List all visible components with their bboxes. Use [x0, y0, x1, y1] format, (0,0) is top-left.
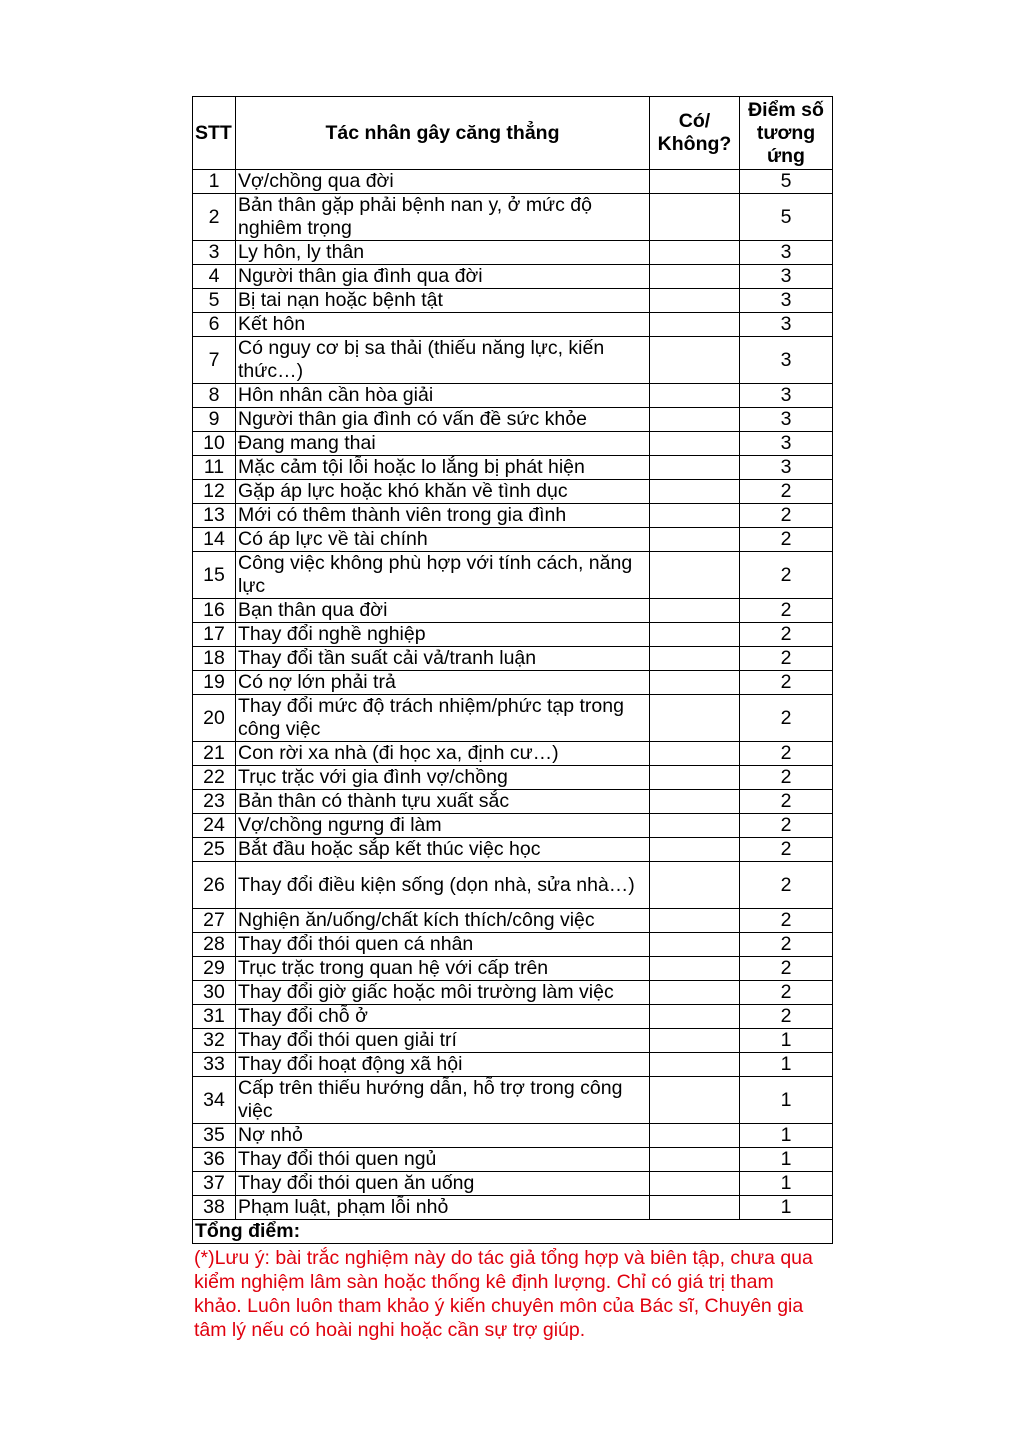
- row-number: 26: [193, 862, 236, 909]
- row-yes-no-cell[interactable]: [650, 814, 740, 838]
- table-row: [193, 623, 833, 647]
- row-points: 1: [740, 1148, 833, 1172]
- row-points: 3: [740, 456, 833, 480]
- row-yes-no-cell[interactable]: [650, 981, 740, 1005]
- disclaimer-note: (*)Lưu ý: bài trắc nghiệm này do tác giả tổng hợp và biên tập, chưa qua kiểm nghiệm lâm sàn hoặc thống kê định lượng. Chỉ có giá trị tham khảo. Luôn luôn tham khảo ý kiến chuyên môn của Bác sĩ, Chuyên gia tâm lý nếu có hoài nghi hoặc cần sự trợ giúp.: [194, 1247, 813, 1341]
- row-points: 2: [740, 838, 833, 862]
- row-factor: Thay đổi giờ giấc hoặc môi trường làm việc: [236, 981, 650, 1005]
- row-number: 28: [193, 933, 236, 957]
- row-yes-no-cell[interactable]: [650, 862, 740, 909]
- table-row: [193, 862, 833, 909]
- row-number: 36: [193, 1148, 236, 1172]
- row-factor: Ly hôn, ly thân: [236, 241, 650, 265]
- row-factor: Người thân gia đình qua đời: [236, 265, 650, 289]
- row-points: 1: [740, 1029, 833, 1053]
- table-row: [193, 957, 833, 981]
- row-factor: Phạm luật, phạm lỗi nhỏ: [236, 1196, 650, 1220]
- row-yes-no-cell[interactable]: [650, 504, 740, 528]
- row-points: 5: [740, 170, 833, 194]
- table-row: [193, 456, 833, 480]
- table-row: [193, 337, 833, 384]
- row-points: 1: [740, 1124, 833, 1148]
- row-points: 3: [740, 265, 833, 289]
- row-factor: Bị tai nạn hoặc bệnh tật: [236, 289, 650, 313]
- row-points: 2: [740, 671, 833, 695]
- row-number: 2: [193, 194, 236, 241]
- row-factor: Thay đổi thói quen giải trí: [236, 1029, 650, 1053]
- row-yes-no-cell[interactable]: [650, 408, 740, 432]
- row-number: 12: [193, 480, 236, 504]
- row-factor: Thay đổi nghề nghiệp: [236, 623, 650, 647]
- table-row: [193, 1172, 833, 1196]
- row-number: 8: [193, 384, 236, 408]
- row-points: 3: [740, 384, 833, 408]
- row-number: 9: [193, 408, 236, 432]
- row-yes-no-cell[interactable]: [650, 528, 740, 552]
- row-number: 25: [193, 838, 236, 862]
- table-row: [193, 1148, 833, 1172]
- row-number: 31: [193, 1005, 236, 1029]
- row-yes-no-cell[interactable]: [650, 265, 740, 289]
- row-yes-no-cell[interactable]: [650, 599, 740, 623]
- row-factor: Mới có thêm thành viên trong gia đình: [236, 504, 650, 528]
- row-number: 13: [193, 504, 236, 528]
- row-yes-no-cell[interactable]: [650, 933, 740, 957]
- table-row: [193, 384, 833, 408]
- row-points: 2: [740, 742, 833, 766]
- row-number: 6: [193, 313, 236, 337]
- row-factor: Hôn nhân cần hòa giải: [236, 384, 650, 408]
- row-yes-no-cell[interactable]: [650, 1005, 740, 1029]
- row-factor: Thay đổi chỗ ở: [236, 1005, 650, 1029]
- row-points: 2: [740, 814, 833, 838]
- row-factor: Người thân gia đình có vấn đề sức khỏe: [236, 408, 650, 432]
- row-points: 3: [740, 313, 833, 337]
- table-header-row: [193, 97, 833, 170]
- row-factor: Con rời xa nhà (đi học xa, định cư…): [236, 742, 650, 766]
- row-points: 2: [740, 957, 833, 981]
- row-number: 18: [193, 647, 236, 671]
- row-points: 2: [740, 933, 833, 957]
- table-row: [193, 1124, 833, 1148]
- table-row: [193, 814, 833, 838]
- row-factor: Trục trặc với gia đình vợ/chồng: [236, 766, 650, 790]
- row-factor: Thay đổi tần suất cải vả/tranh luận: [236, 647, 650, 671]
- table-row: [193, 599, 833, 623]
- row-factor: Bản thân gặp phải bệnh nan y, ở mức độ nghiêm trọng: [236, 194, 650, 241]
- stress-factor-table: [192, 96, 833, 1244]
- row-number: 38: [193, 1196, 236, 1220]
- row-yes-no-cell[interactable]: [650, 480, 740, 504]
- table-row: [193, 504, 833, 528]
- table-row: [193, 671, 833, 695]
- table-row: [193, 408, 833, 432]
- row-number: 17: [193, 623, 236, 647]
- header-points: Điểm số tương ứng: [740, 97, 833, 170]
- row-number: 4: [193, 265, 236, 289]
- row-points: 2: [740, 528, 833, 552]
- row-number: 1: [193, 170, 236, 194]
- row-factor: Có áp lực về tài chính: [236, 528, 650, 552]
- row-yes-no-cell[interactable]: [650, 742, 740, 766]
- row-yes-no-cell[interactable]: [650, 170, 740, 194]
- row-number: 15: [193, 552, 236, 599]
- row-yes-no-cell[interactable]: [650, 337, 740, 384]
- row-points: 3: [740, 241, 833, 265]
- table-row: [193, 265, 833, 289]
- row-factor: Thay đổi hoạt động xã hội: [236, 1053, 650, 1077]
- row-yes-no-cell[interactable]: [650, 313, 740, 337]
- row-points: 1: [740, 1172, 833, 1196]
- row-number: 37: [193, 1172, 236, 1196]
- row-number: 21: [193, 742, 236, 766]
- row-factor: Bạn thân qua đời: [236, 599, 650, 623]
- row-yes-no-cell[interactable]: [650, 432, 740, 456]
- total-row: [193, 1220, 833, 1244]
- row-number: 19: [193, 671, 236, 695]
- row-number: 7: [193, 337, 236, 384]
- row-factor: Bắt đầu hoặc sắp kết thúc việc học: [236, 838, 650, 862]
- total-label: Tổng điểm:: [193, 1220, 833, 1244]
- row-points: 2: [740, 695, 833, 742]
- table-row: [193, 909, 833, 933]
- document-page: [192, 96, 832, 1342]
- row-points: 1: [740, 1196, 833, 1220]
- row-yes-no-cell[interactable]: [650, 1077, 740, 1124]
- row-points: 2: [740, 480, 833, 504]
- row-number: 14: [193, 528, 236, 552]
- table-row: [193, 933, 833, 957]
- row-points: 2: [740, 862, 833, 909]
- row-yes-no-cell[interactable]: [650, 766, 740, 790]
- row-number: 33: [193, 1053, 236, 1077]
- table-row: [193, 289, 833, 313]
- header-factor: Tác nhân gây căng thẳng: [236, 97, 650, 170]
- row-points: 2: [740, 1005, 833, 1029]
- row-yes-no-cell[interactable]: [650, 671, 740, 695]
- table-row: [193, 1005, 833, 1029]
- table-row: [193, 1077, 833, 1124]
- table-row: [193, 170, 833, 194]
- row-points: 5: [740, 194, 833, 241]
- row-points: 2: [740, 766, 833, 790]
- row-factor: Nghiện ăn/uống/chất kích thích/công việc: [236, 909, 650, 933]
- row-factor: Thay đổi mức độ trách nhiệm/phức tạp trong công việc: [236, 695, 650, 742]
- row-yes-no-cell[interactable]: [650, 957, 740, 981]
- table-row: [193, 528, 833, 552]
- row-yes-no-cell[interactable]: [650, 623, 740, 647]
- row-number: 23: [193, 790, 236, 814]
- row-factor: Có nợ lớn phải trả: [236, 671, 650, 695]
- row-factor: Nợ nhỏ: [236, 1124, 650, 1148]
- row-yes-no-cell[interactable]: [650, 1196, 740, 1220]
- row-yes-no-cell[interactable]: [650, 241, 740, 265]
- row-number: 22: [193, 766, 236, 790]
- row-yes-no-cell[interactable]: [650, 1172, 740, 1196]
- row-number: 35: [193, 1124, 236, 1148]
- row-points: 2: [740, 981, 833, 1005]
- row-number: 29: [193, 957, 236, 981]
- row-points: 2: [740, 599, 833, 623]
- table-row: [193, 981, 833, 1005]
- row-yes-no-cell[interactable]: [650, 194, 740, 241]
- table-row: [193, 647, 833, 671]
- row-yes-no-cell[interactable]: [650, 1029, 740, 1053]
- row-points: 1: [740, 1077, 833, 1124]
- row-points: 3: [740, 432, 833, 456]
- row-number: 5: [193, 289, 236, 313]
- table-row: [193, 766, 833, 790]
- row-factor: Thay đổi thói quen ngủ: [236, 1148, 650, 1172]
- row-number: 16: [193, 599, 236, 623]
- table-row: [193, 742, 833, 766]
- row-yes-no-cell[interactable]: [650, 289, 740, 313]
- row-points: 2: [740, 623, 833, 647]
- row-number: 34: [193, 1077, 236, 1124]
- header-yes-no: Có/ Không?: [650, 97, 740, 170]
- table-row: [193, 194, 833, 241]
- row-factor: Thay đổi điều kiện sống (dọn nhà, sửa nhà…): [236, 862, 650, 909]
- row-points: 2: [740, 504, 833, 528]
- table-row: [193, 790, 833, 814]
- row-number: 30: [193, 981, 236, 1005]
- row-factor: Vợ/chồng qua đời: [236, 170, 650, 194]
- table-row: [193, 1196, 833, 1220]
- row-yes-no-cell[interactable]: [650, 384, 740, 408]
- row-points: 3: [740, 289, 833, 313]
- row-factor: Vợ/chồng ngưng đi làm: [236, 814, 650, 838]
- row-factor: Kết hôn: [236, 313, 650, 337]
- row-factor: Mặc cảm tội lỗi hoặc lo lắng bị phát hiện: [236, 456, 650, 480]
- row-number: 20: [193, 695, 236, 742]
- row-points: 3: [740, 408, 833, 432]
- row-yes-no-cell[interactable]: [650, 909, 740, 933]
- row-points: 2: [740, 647, 833, 671]
- row-yes-no-cell[interactable]: [650, 790, 740, 814]
- table-row: [193, 838, 833, 862]
- header-stt: STT: [193, 97, 236, 170]
- row-factor: Bản thân có thành tựu xuất sắc: [236, 790, 650, 814]
- row-points: 3: [740, 337, 833, 384]
- row-yes-no-cell[interactable]: [650, 1124, 740, 1148]
- row-factor: Công việc không phù hợp với tính cách, năng lực: [236, 552, 650, 599]
- row-number: 24: [193, 814, 236, 838]
- row-yes-no-cell[interactable]: [650, 1053, 740, 1077]
- table-row: [193, 1029, 833, 1053]
- row-yes-no-cell[interactable]: [650, 838, 740, 862]
- row-number: 32: [193, 1029, 236, 1053]
- row-points: 1: [740, 1053, 833, 1077]
- row-yes-no-cell[interactable]: [650, 456, 740, 480]
- row-yes-no-cell[interactable]: [650, 695, 740, 742]
- table-row: [193, 695, 833, 742]
- table-row: [193, 552, 833, 599]
- row-yes-no-cell[interactable]: [650, 1148, 740, 1172]
- row-points: 2: [740, 790, 833, 814]
- row-factor: Cấp trên thiếu hướng dẫn, hỗ trợ trong công việc: [236, 1077, 650, 1124]
- row-number: 27: [193, 909, 236, 933]
- row-points: 2: [740, 909, 833, 933]
- table-row: [193, 432, 833, 456]
- table-row: [193, 241, 833, 265]
- row-factor: Thay đổi thói quen cá nhân: [236, 933, 650, 957]
- row-number: 3: [193, 241, 236, 265]
- table-row: [193, 313, 833, 337]
- row-factor: Gặp áp lực hoặc khó khăn về tình dục: [236, 480, 650, 504]
- row-yes-no-cell[interactable]: [650, 647, 740, 671]
- table-row: [193, 1053, 833, 1077]
- row-number: 10: [193, 432, 236, 456]
- row-number: 11: [193, 456, 236, 480]
- row-yes-no-cell[interactable]: [650, 552, 740, 599]
- table-body: [193, 170, 833, 1220]
- row-factor: Có nguy cơ bị sa thải (thiếu năng lực, kiến thức…): [236, 337, 650, 384]
- row-factor: Trục trặc trong quan hệ với cấp trên: [236, 957, 650, 981]
- table-row: [193, 480, 833, 504]
- row-factor: Đang mang thai: [236, 432, 650, 456]
- row-factor: Thay đổi thói quen ăn uống: [236, 1172, 650, 1196]
- row-points: 2: [740, 552, 833, 599]
